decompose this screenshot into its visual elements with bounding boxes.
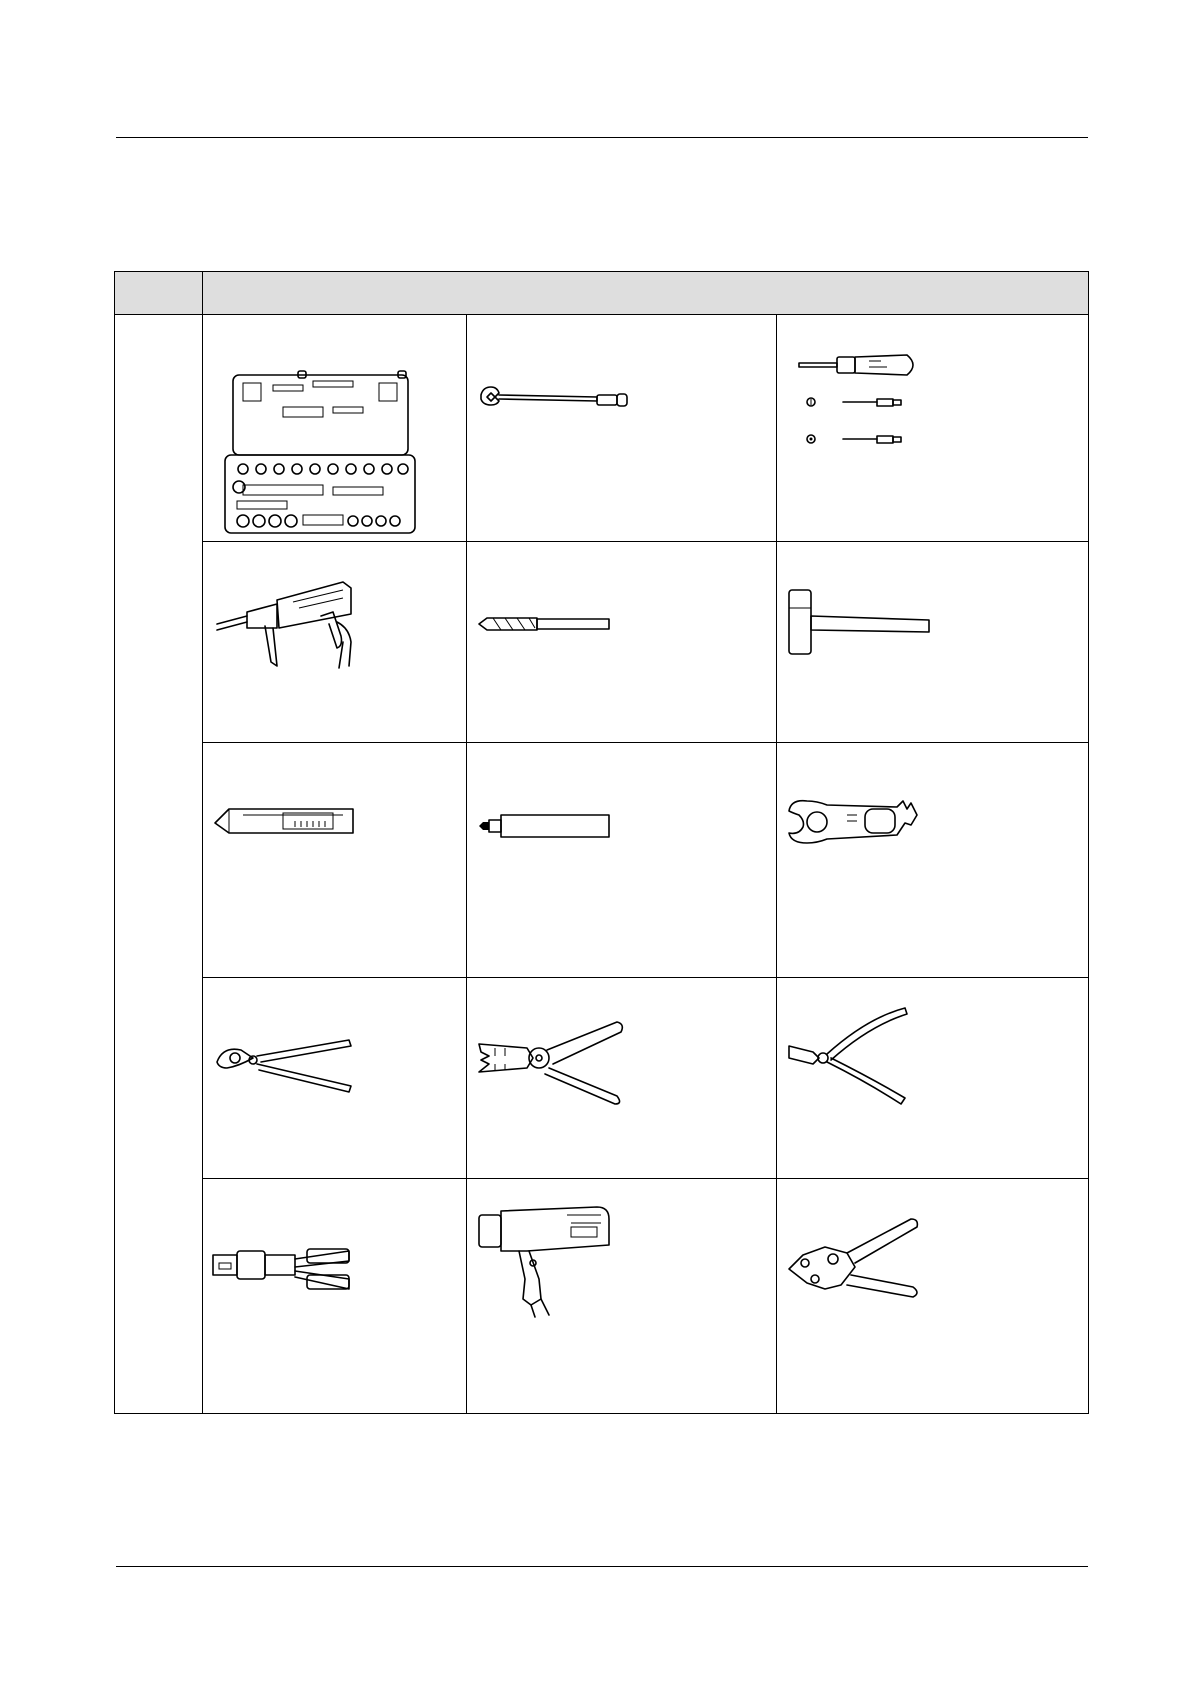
tool-cell-socket-set bbox=[203, 315, 467, 542]
rubber-mallet-icon bbox=[777, 542, 1089, 742]
marker-icon bbox=[467, 743, 777, 977]
table-row bbox=[115, 978, 1089, 1179]
tool-cell-cable-cutter bbox=[203, 978, 467, 1179]
hammer-drill-icon bbox=[203, 542, 467, 742]
wire-stripper-icon bbox=[467, 978, 777, 1178]
table-header-row bbox=[115, 272, 1089, 315]
tool-cell-rubber-mallet bbox=[777, 542, 1089, 743]
connector-spanner-icon bbox=[777, 743, 1089, 977]
tool-cell-torque-screwdriver bbox=[777, 315, 1089, 542]
torque-wrench-icon bbox=[467, 315, 777, 541]
tool-cell-marker bbox=[467, 743, 777, 978]
table-row bbox=[115, 542, 1089, 743]
cable-cutter-icon bbox=[203, 978, 467, 1178]
tool-cell-utility-knife bbox=[203, 743, 467, 978]
table-row bbox=[115, 1179, 1089, 1414]
tool-cell-wire-stripper bbox=[467, 978, 777, 1179]
header-cell-category bbox=[115, 272, 203, 315]
tool-cell-connector-spanner bbox=[777, 743, 1089, 978]
socket-wrench-set-icon bbox=[203, 315, 467, 541]
header-cell-tools bbox=[203, 272, 1089, 315]
diagonal-pliers-icon bbox=[777, 978, 1089, 1178]
hydraulic-crimper-icon bbox=[203, 1179, 467, 1413]
table-row bbox=[115, 315, 1089, 542]
tool-cell-drill-bit bbox=[467, 542, 777, 743]
tool-cell-hydraulic-crimper bbox=[203, 1179, 467, 1414]
footer-rule bbox=[116, 1566, 1088, 1567]
tool-cell-torque-wrench bbox=[467, 315, 777, 542]
utility-knife-icon bbox=[203, 743, 467, 977]
torque-screwdriver-icon bbox=[777, 315, 1089, 541]
tool-cell-heat-gun bbox=[467, 1179, 777, 1414]
tool-cell-hammer-drill bbox=[203, 542, 467, 743]
table-row bbox=[115, 743, 1089, 978]
tool-cell-crimping-tool bbox=[777, 1179, 1089, 1414]
drill-bit-icon bbox=[467, 542, 777, 742]
header-rule bbox=[116, 137, 1088, 138]
tool-cell-diagonal-pliers bbox=[777, 978, 1089, 1179]
crimping-tool-icon bbox=[777, 1179, 1089, 1413]
tools-table bbox=[114, 271, 1089, 1414]
category-cell bbox=[115, 315, 203, 1414]
heat-gun-icon bbox=[467, 1179, 777, 1413]
